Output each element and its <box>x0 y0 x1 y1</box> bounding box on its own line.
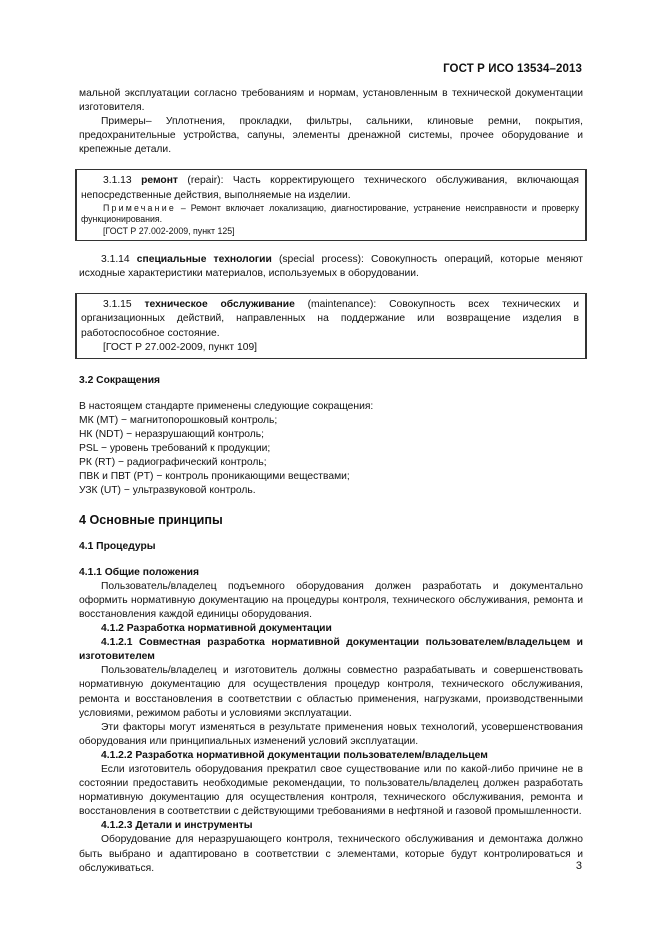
paragraph: Оборудование для неразрушающего контроля, технического обслуживания и демонтажа должно быть выбрано и адаптировано в соответствии с элементами, которые будут контролироваться и обслуживаться. <box>79 834 583 874</box>
abbreviations-intro: В настоящем стандарте применены следующие сокращения: <box>79 400 374 412</box>
definition-special-process <box>79 253 583 281</box>
list-item: УЗК (UT) − ультразвуковой контроль. <box>79 485 256 497</box>
definition-reference: [ГОСТ Р 27.002-2009, пункт 125] <box>103 225 235 236</box>
section-heading: 4 Основные принципы <box>79 513 223 528</box>
definition-term: техническое обслуживание <box>144 299 295 311</box>
definition-maintenance <box>75 293 587 358</box>
definition-number: 3.1.15 <box>103 299 132 311</box>
subsection-heading: 4.1.2.2 Разработка нормативной документации пользователем/владельцем <box>101 749 488 761</box>
subsection-heading: 4.1.2.3 Детали и инструменты <box>101 820 253 832</box>
paragraph: Пользователь/владелец подъемного оборудования должен разработать и документально оформить нормативную документацию на процедуры контроля, технического обслуживания, ремонта и восстановления каждой единицы оборудования. <box>79 580 583 620</box>
definition-term: ремонт <box>141 175 178 187</box>
definition-number: 3.1.14 <box>101 254 130 266</box>
note-text: – Ремонт включает локализацию, диагностирование, устранение неисправности и проверку функционирования. <box>81 202 579 225</box>
page-number: 3 <box>575 860 582 872</box>
list-item: РК (RT) − радиографический контроль; <box>79 457 267 469</box>
definition-text: Часть корректирующего технического обслуживания, включающая непосредственные действия, выполняемые на изделии. <box>81 175 579 201</box>
list-item: МК (MT) − магнитопорошковый контроль; <box>79 414 278 426</box>
intro-examples: Примеры– Уплотнения, прокладки, фильтры, сальники, клиновые ремни, покрытия, предохранительные устройства, сапуны, элементы дренажной системы, прочее оборудование и крепежные детали. <box>79 116 583 156</box>
definition-note <box>81 203 579 226</box>
definition-english-term: (repair): <box>187 175 224 187</box>
intro-continuation: мальной эксплуатации согласно требованиям и нормам, установленным в технической документации изготовителя. <box>79 88 583 114</box>
paragraph: Эти факторы могут изменяться в результате применения новых технологий, усовершенствования оборудования или принципиальных изменений условий эксплуатации. <box>79 721 583 747</box>
definition-maintenance-text <box>81 298 579 340</box>
subsection-heading: 4.1.1 Общие положения <box>79 566 199 578</box>
definition-text: Совокупность всех технических и организационных действий, направленных на поддержание или возвращение изделия в работоспособное состояние. <box>81 299 579 339</box>
paragraph: Пользователь/владелец и изготовитель должны совместно разрабатывать и совершенствовать нормативную документацию для осуществления процедур контроля, технического обслуживания, ремонта и восстановления в соответствии с областью применения, нагрузками, производственными условиями, режимом работы и условиями эксплуатации. <box>79 665 583 719</box>
abbreviations-list <box>79 400 583 499</box>
definition-text: Совокупность операций, которые меняют исходные характеристики материалов, используемых в оборудовании. <box>79 254 583 280</box>
document-body <box>79 87 583 876</box>
paragraph: Если изготовитель оборудования прекратил свое существование или по какой-либо причине не в состоянии предоставить необходимые рекомендации, то пользователь/владелец должен разработать нормативную документацию для осуществления контроля, технического обслуживания, ремонта и восстановления в соответствии с действующими требованиями в нефтяной и газовой промышленности. <box>79 763 583 818</box>
subsection-heading: 4.1.2 Разработка нормативной документации <box>101 623 332 635</box>
list-item: PSL − уровень требований к продукции; <box>79 443 271 455</box>
definition-repair <box>75 169 587 241</box>
list-item: ПВК и ПВТ (PT) − контроль проникающими веществами; <box>79 471 350 483</box>
definition-number: 3.1.13 <box>103 175 132 187</box>
definition-reference: [ГОСТ Р 27.002-2009, пункт 109] <box>103 341 258 353</box>
definition-english-term: (maintenance): <box>307 299 377 311</box>
document-header: ГОСТ Р ИСО 13534–2013 <box>443 63 582 75</box>
subsection-heading: 4.1 Процедуры <box>79 540 156 552</box>
definition-repair-text <box>81 174 579 202</box>
abbreviations-heading: 3.2 Сокращения <box>79 374 161 386</box>
list-item: НК (NDT) − неразрушающий контроль; <box>79 429 265 440</box>
definition-english-term: (special process): <box>278 254 364 266</box>
note-label: Примечание <box>103 202 176 213</box>
definition-term: специальные технологии <box>136 254 272 266</box>
subsection-heading: 4.1.2.1 Совместная разработка нормативной документации пользователем/владельцем и изготовителем <box>79 637 583 663</box>
